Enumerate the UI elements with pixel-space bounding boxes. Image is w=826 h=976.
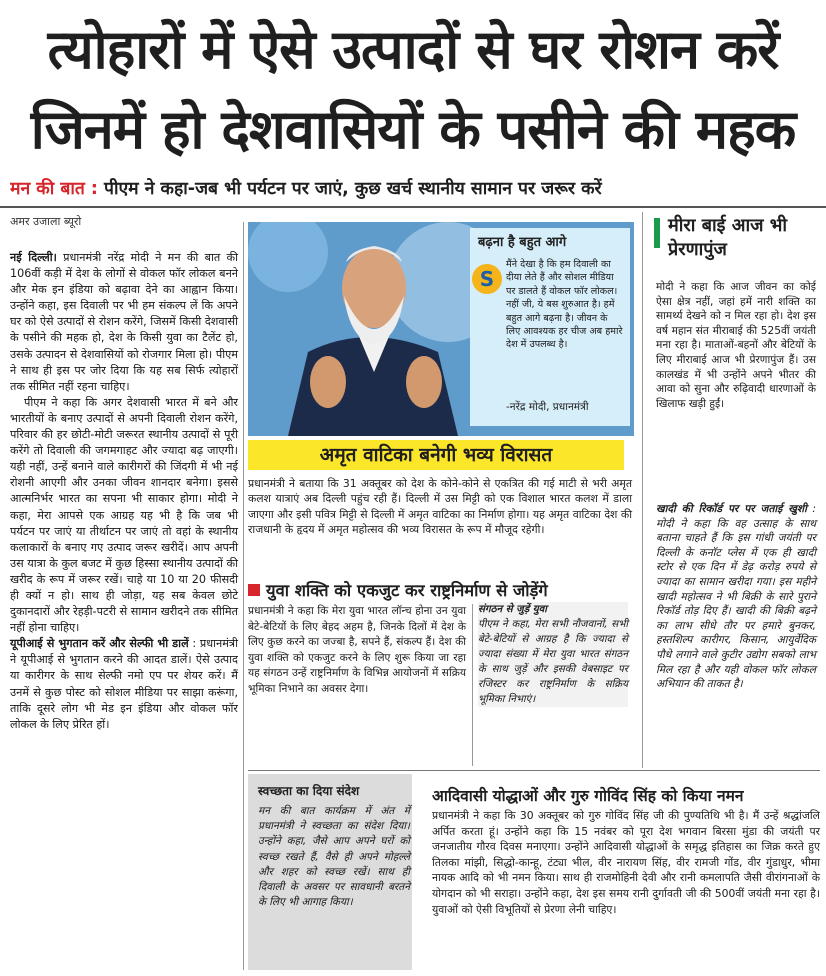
column-divider-yuva [472, 604, 473, 766]
left-para-2: पीएम ने कहा कि अगर देशवासी भारत में बने और भारतीयों के बनाए उत्पादों से अपनी दिवाली रोशन करेंगे, परिवार की हर छोटी-मोटी जरूरत स्थानीय उत्पादों से पूरी करेंगे तो दिवाली की जगमगाहट और ज्यादा बढ़ जाएगी। यही नहीं, उन्हें बनाने वाले कारीगरों की जिंदगी में भी नई रोशनी आएगी और उनका जीवन शानदार बनेगा। इससे आत्मनिर्भर भारत का सपना भी साकार होगा। मोदी ने कहा, मेरा आपसे एक आग्रह यह भी है कि जब भी पर्यटन पर जाएं या तीर्थाटन पर जाएं तो वहां के स्थानीय कलाकारों के बनाए गए उत्पाद जरूर खरीदें। आप अपनी उस यात्रा के कुल बजट में कुछ हिस्सा स्थानीय उत्पादों की खरीद के रूप में जरूर रखें। चाहे या 10 या 20 फीसदी ही क्यों न हो। साथ ही जोड़ा, यह सब केवल छोटे दुकानदारों और रेहड़ी-पटरी से सामान खरीदने तक सीमित नहीं होना चाहिए। [10, 395, 238, 635]
yuva-heading-text: युवा शक्ति को एकजुट कर राष्ट्रनिर्माण से जोड़ेंगे [266, 581, 548, 600]
meera-accent-bar [654, 218, 660, 248]
left-para-1-text: प्रधानमंत्री नरेंद्र मोदी ने मन की बात की 106वीं कड़ी में देश के लोगों से वोकल फॉर लोकल बनने और मेक इन इंडिया को बढ़ावा देने का आह्वान किया। उन्होंने कहा, इस दिवाली पर भी हम संकल्प लें कि अपने घर को ऐसे उत्पादों से रोशन करेंगे, जिसमें किसी देशवासी के पसीने की महक हो, देश के किसी युवा का टैलेंट हो, उसके उत्पादन से देशवासियों को रोजगार मिला हो। पीएम ने साथ ही इस पर जोर दिया कि यह सब सिर्फ त्योहारों तक सीमित नहीं रहना चाहिए। [10, 251, 238, 393]
left-para-3 [10, 636, 238, 733]
khadi-section [656, 502, 816, 692]
khadi-heading: खादी की रिकॉर्ड पर पर जताई खुशी [656, 503, 807, 515]
sangathan-box [478, 602, 628, 707]
subheadline-kicker: मन की बात : [10, 179, 98, 199]
meera-body: मोदी ने कहा कि आज जीवन का कोई ऐसा क्षेत्र नहीं, जहां हमें नारी शक्ति का सामर्थ्य देखने को न मिल रहा हो। देश इस वर्ष महान संत मीराबाई की 525वीं जयंती मना रहा है। माताओं-बहनों और बेटियों के लिए मीराबाई आज भी प्रेरणापुंज हैं। उस कालखंड में भी उन्होंने अपने भीतर की आवा को सुना और रुढ़िवादी धारणाओं के खिलाफ खड़ी हुईं। [656, 281, 816, 410]
subheadline-text: पीएम ने कहा-जब भी पर्यटन पर जाएं, कुछ खर्च स्थानीय सामान पर जरूर करें [97, 179, 602, 199]
yuva-heading [248, 578, 632, 601]
swachhata-body: मन की बात कार्यक्रम में अंत में प्रधानमंत्री ने स्वच्छता का संदेश दिया। उन्होंने कहा, जैसे आप अपने घरों को स्वच्छ रखते हैं, वैसे ही अपने मोहल्ले और शहर को स्वच्छ रखें। साथ ही दिवाली के अवसर पर सावधानी बरतने के लिए भी आगाह किया। [258, 805, 410, 909]
adivasi-heading: आदिवासी योद्धाओं और गुरु गोविंद सिंह को किया नमन [432, 787, 744, 805]
yuva-body: प्रधानमंत्री ने कहा कि मेरा युवा भारत लॉन्च होना उन युवा बेटे-बेटियों के लिए बेहद अहम है, जिनके दिलों में देश के लिए कुछ करने का जज्बा है, सपने हैं, संकल्प हैं। देश की युवा शक्ति को एकजुट करने के लिए शुरू किया जा रहा यह संगठन उन्हें राष्ट्रनिर्माण के विभिन्न आयोजनों में सक्रिय भूमिका निभाने का अवसर देगा। [248, 605, 466, 695]
byline: अमर उजाला ब्यूरो [10, 215, 82, 228]
meera-heading: मीरा बाई आज भी प्रेरणापुंज [668, 215, 788, 260]
dateline: नई दिल्ली। [10, 251, 57, 264]
amrit-heading: अमृत वाटिका बनेगी भव्य विरासत [248, 440, 624, 470]
swadeshi-logo-icon: S [472, 264, 502, 294]
quote-body: मैंने देखा है कि हम दिवाली का दीया लेते हैं और सोशल मीडिया पर डालते हैं वोकल फॉर लोकल। नहीं जी, ये बस शुरुआत है। हमें बहुत आगे बढ़ना है। जीवन के लिए आवश्यक हर चीज अब हमारे देश में उपलब्ध है। [506, 259, 623, 351]
bottom-divider [248, 770, 820, 771]
quote-signature: -नरेंद्र मोदी, प्रधानमंत्री [506, 401, 589, 413]
adivasi-body: प्रधानमंत्री ने कहा कि 30 अक्तूबर को गुरु गोविंद सिंह जी की पुण्यतिथि भी है। मैं उन्हें श्रद्धांजलि अर्पित करता हूं। उन्होंने कहा कि 15 नवंबर को पूरा देश भगवान बिरसा मुंडा की जयंती पर जनजातीय गौरव दिवस मनाएगा। उन्होंने आदिवासी योद्धाओं के समृद्ध इतिहास का जिक्र करते हुए तिलका मांझी, सिद्धो-कान्हू, टंट्या भील, वीर नारायण सिंह, वीर रामजी गोंड, वीर गुंडाधुर, भीमा नायक आदि को भी नमन किया। साथ ही राजमोहिनी देवी और रानी कमलापति जैसी वीरांगनाओं के योगदान को भी सराहा। उन्होंने कहा, देश इस समय रानी दुर्गावती जी की 500वीं जयंती मना रहा है। युवाओं को ऐसी विभूतियों से प्रेरणा लेनी चाहिए। [432, 809, 820, 916]
left-column [10, 250, 238, 733]
left-para-1 [10, 250, 238, 395]
sangathan-heading: संगठन से जुड़ें युवा [478, 604, 547, 615]
header-divider [0, 206, 826, 208]
subheadline [10, 176, 820, 200]
left-para-3-text: : प्रधानमंत्री ने यूपीआई से भुगतान करने की आदत डालें। ऐसे उत्पाद या कारीगर के साथ सेल्फी नमो एप पर शेयर करें। मैं उनमें से कुछ पोस्ट को सोशल मीडिया पर साझा करूंगा, ताकि दूसरे लोग भी मेड इन इंडिया और वोकल फॉर लोकल के लिए प्रेरित हों। [10, 637, 238, 731]
red-square-icon [248, 584, 260, 596]
swachhata-box [248, 774, 412, 970]
headline-line-2: जिनमें हो देशवासियों के पसीने की महक [30, 98, 796, 161]
quote-box [470, 228, 630, 426]
headline-line-1: त्योहारों में ऐसे उत्पादों से घर रोशन करें [47, 18, 779, 81]
column-divider-left [243, 222, 244, 970]
quote-title: बढ़ना है बहुत आगे [478, 235, 567, 250]
upi-heading: यूपीआई से भुगतान करें और सेल्फी भी डालें [10, 637, 189, 651]
column-divider-right [642, 212, 643, 768]
amrit-body: प्रधानमंत्री ने बताया कि 31 अक्तूबर को देश के कोने-कोने से एकत्रित की गई माटी से भरी अमृत कलश यात्राएं अब दिल्ली पहुंच रही हैं। दिल्ली में उस मिट्टी को एक विशाल भारत कलश में डाला जाएगा और इसी पवित्र मिट्टी से दिल्ली में अमृत वाटिका का निर्माण होगा। यह अमृत वाटिका देश की राजधानी के हृदय में अमृत महोत्सव की भव्य विरासत के रूप में मौजूद रहेगी। [248, 477, 632, 537]
sangathan-body: पीएम ने कहा, मेरा सभी नौजवानों, सभी बेटे-बेटियों से आग्रह है कि ज्यादा से ज्यादा संख्या में मेरा युवा भारत संगठन के साथ जुड़ें और इसकी वेबसाइट पर रजिस्टर कर राष्ट्रनिर्माण के सक्रिय भूमिका निभाएं। [478, 619, 628, 705]
swachhata-heading: स्वच्छता का दिया संदेश [258, 784, 360, 798]
khadi-body: : मोदी ने कहा कि वह उत्साह के साथ बताना चाहते हैं कि इस गांधी जयंती पर दिल्ली के कनॉट प्लेस में एक ही खादी स्टोर से एक दिन में डेढ़ करोड़ रुपये से ज्यादा का सामान खरीदा गया। इस महीने खादी महोत्सव ने भी बिक्री के सारे पुराने रिकॉर्ड तोड़ दिए हैं। खादी की बिक्री बढ़ने का लाभ सीधे तौर पर हमारे बुनकर, हस्तशिल्प कारीगर, किसान, आयुर्वेदिक पौधे लगाने वाले कुटीर उद्योग सबको लाभ मिल रहा है और यही वोकल फॉर लोकल अभियान की ताकत है। [656, 503, 816, 691]
